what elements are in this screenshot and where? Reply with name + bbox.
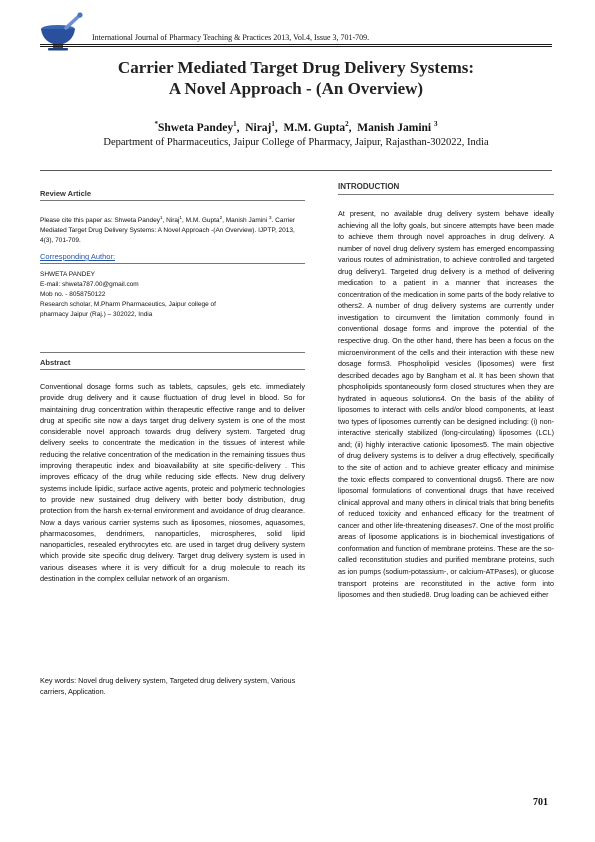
corresponding-author-link[interactable]: Corresponding Author: <box>40 252 116 261</box>
affiliation: Department of Pharmaceutics, Jaipur College of Pharmacy, Jaipur, Rajasthan-302022, India <box>103 137 489 148</box>
title-block <box>40 50 552 171</box>
corr-email[interactable]: E-mail: shweta787.00@gmail.com <box>40 281 139 288</box>
left-divider-1 <box>40 200 305 201</box>
abstract-label: Abstract <box>40 358 71 367</box>
introduction-text: At present, no available drug delivery system behave ideally achieving all the lofty goals, but sincere attempts have been made to achieve them through novel approaches in drug delivery. A number of novel drug delivery system has emerged encompassing various routes of administration, to achieve controlled and targeted drug delivery1. Targeted drug delivery is a method of delivering medication to a patient in a manner that increases the concentration of the medication in some parts of the body relative to others2. A number of drug delivery systems are currently under investigation to circumvent the limitation commonly found in conventional dosage forms and improve the potential of the respective drug. On the other hand, there has been a focus on the microenvironment of the cells and their interaction with these new dosage forms3. Phospholipid vesicles (liposomes) were first described decades ago by Bangham et al. It has been shown that phospholipids spontaneously form closed structures when they are hydrated in aqueous solutions4. On the basis of the ability of liposomes to interact with cells and/or blood components, at least two types of liposomes currently can be designed including: (i) non-interactive sterically stabilized (long-circulating) liposomes (LCL) and; (ii) highly interactive cationic liposomes5. The main objective of drug delivery systems is to deliver a drug effectively, specifically to the site of action and to achieve greater efficacy and minimise the toxic effects compared to conventional drugs6. There are now liposomal formulations of conventional drugs that have received clinical approval and many others in clinical trials that bring benefits of reduced toxicity and enhanced efficacy for the treatment of cancer and other life-threatening diseases7. One of the most prolific areas of liposome applications is in biochemical investigations of conformation and function of membrane proteins. These are the so-called reconstitution studies and purified membrane proteins, such as ion pumps (sodium-potassium-, or calcium-ATPases), or glucose transport proteins are reconstituted in the active form into liposomes and then studied8. Drug loading can be achieved either <box>338 209 554 600</box>
cite-paragraph: Please cite this paper as: Shweta Pandey$^1$, Niraj$^1$, M.M. Gupta$^2$, Manish Jamini $^3$. Carrier Mediated Target Drug Delivery Systems: A Novel Approach -(An Overview). IJPTP, 2013, 4(3), 701-709. <box>40 215 296 245</box>
left-divider-4 <box>40 369 305 370</box>
review-article-label: Review Article <box>40 189 91 198</box>
abstract-text: Conventional dosage forms such as tablets, capsules, gels etc. immediately provide drug delivery and it cause fluctuation of drug level in blood. So for maintaining drug concentration within therapeutic effective range and to deliver drug at specific site now a days target drug delivery system is one of the most considerable novel approach towards drug delivery system. Targeted drug delivery seeks to concentrate the medication in the tissues of interest while reducing the relative concentration of the medication in the remaining tissues thus improving therapeutic index and bioavailability at site specific-delivery . This improves efficacy of the drug while reducing side effects. New drug delivery systems include lipidic, surface active agents, proteic and polymeric technologies to provide new sustained drug delivery with better body distribution, drug protection from the harsh ex-ternal environment and avoidance of drug clearance. Now a days various carrier systems such as liposomes, niosomes, aquasomes, pharmacosomes, dendrimers, nanoparticles, microspheres, solid lipid nanoparticles, resealed erythrocytes etc. are used in target drug delivery system which provide site specific drug delivery. Target drug delivery system is used in various diseases where it is very difficult for a drug molecule to reach its destination in the complex cellular network of an organism. <box>40 382 305 584</box>
author-line: *Shweta Pandey$^1$, Niraj$^1$, M.M. Gupta$^2$, Manish Jamini $^3$ <box>154 120 438 134</box>
paper-title <box>40 57 552 99</box>
header-rule <box>40 44 552 45</box>
corr-name: SHWETA PANDEY <box>40 271 96 278</box>
page-number: 701 <box>533 797 548 808</box>
corr-address: pharmacy Jaipur (Raj.) – 302022, India <box>40 311 153 318</box>
title-line-2: A Novel Approach - (An Overview) <box>168 79 424 98</box>
right-divider <box>338 194 554 195</box>
header-rule-double <box>40 46 552 47</box>
left-divider-3 <box>40 352 305 353</box>
keywords: Key words: Novel drug delivery system, Targeted drug delivery system, Various carriers, Application. <box>40 676 296 697</box>
left-divider-2 <box>40 263 305 264</box>
corresponding-author-details <box>40 270 305 320</box>
introduction-heading: INTRODUCTION <box>338 182 400 191</box>
corr-phone: Mob no. - 8058750122 <box>40 291 106 298</box>
journal-line: International Journal of Pharmacy Teaching & Practices 2013, Vol.4, Issue 3, 701-709. <box>92 33 370 42</box>
title-line-1: Carrier Mediated Target Drug Delivery Systems: <box>117 58 475 77</box>
corr-position: Research scholar, M.Pharm Pharmaceutics, Jaipur college of <box>40 301 216 308</box>
